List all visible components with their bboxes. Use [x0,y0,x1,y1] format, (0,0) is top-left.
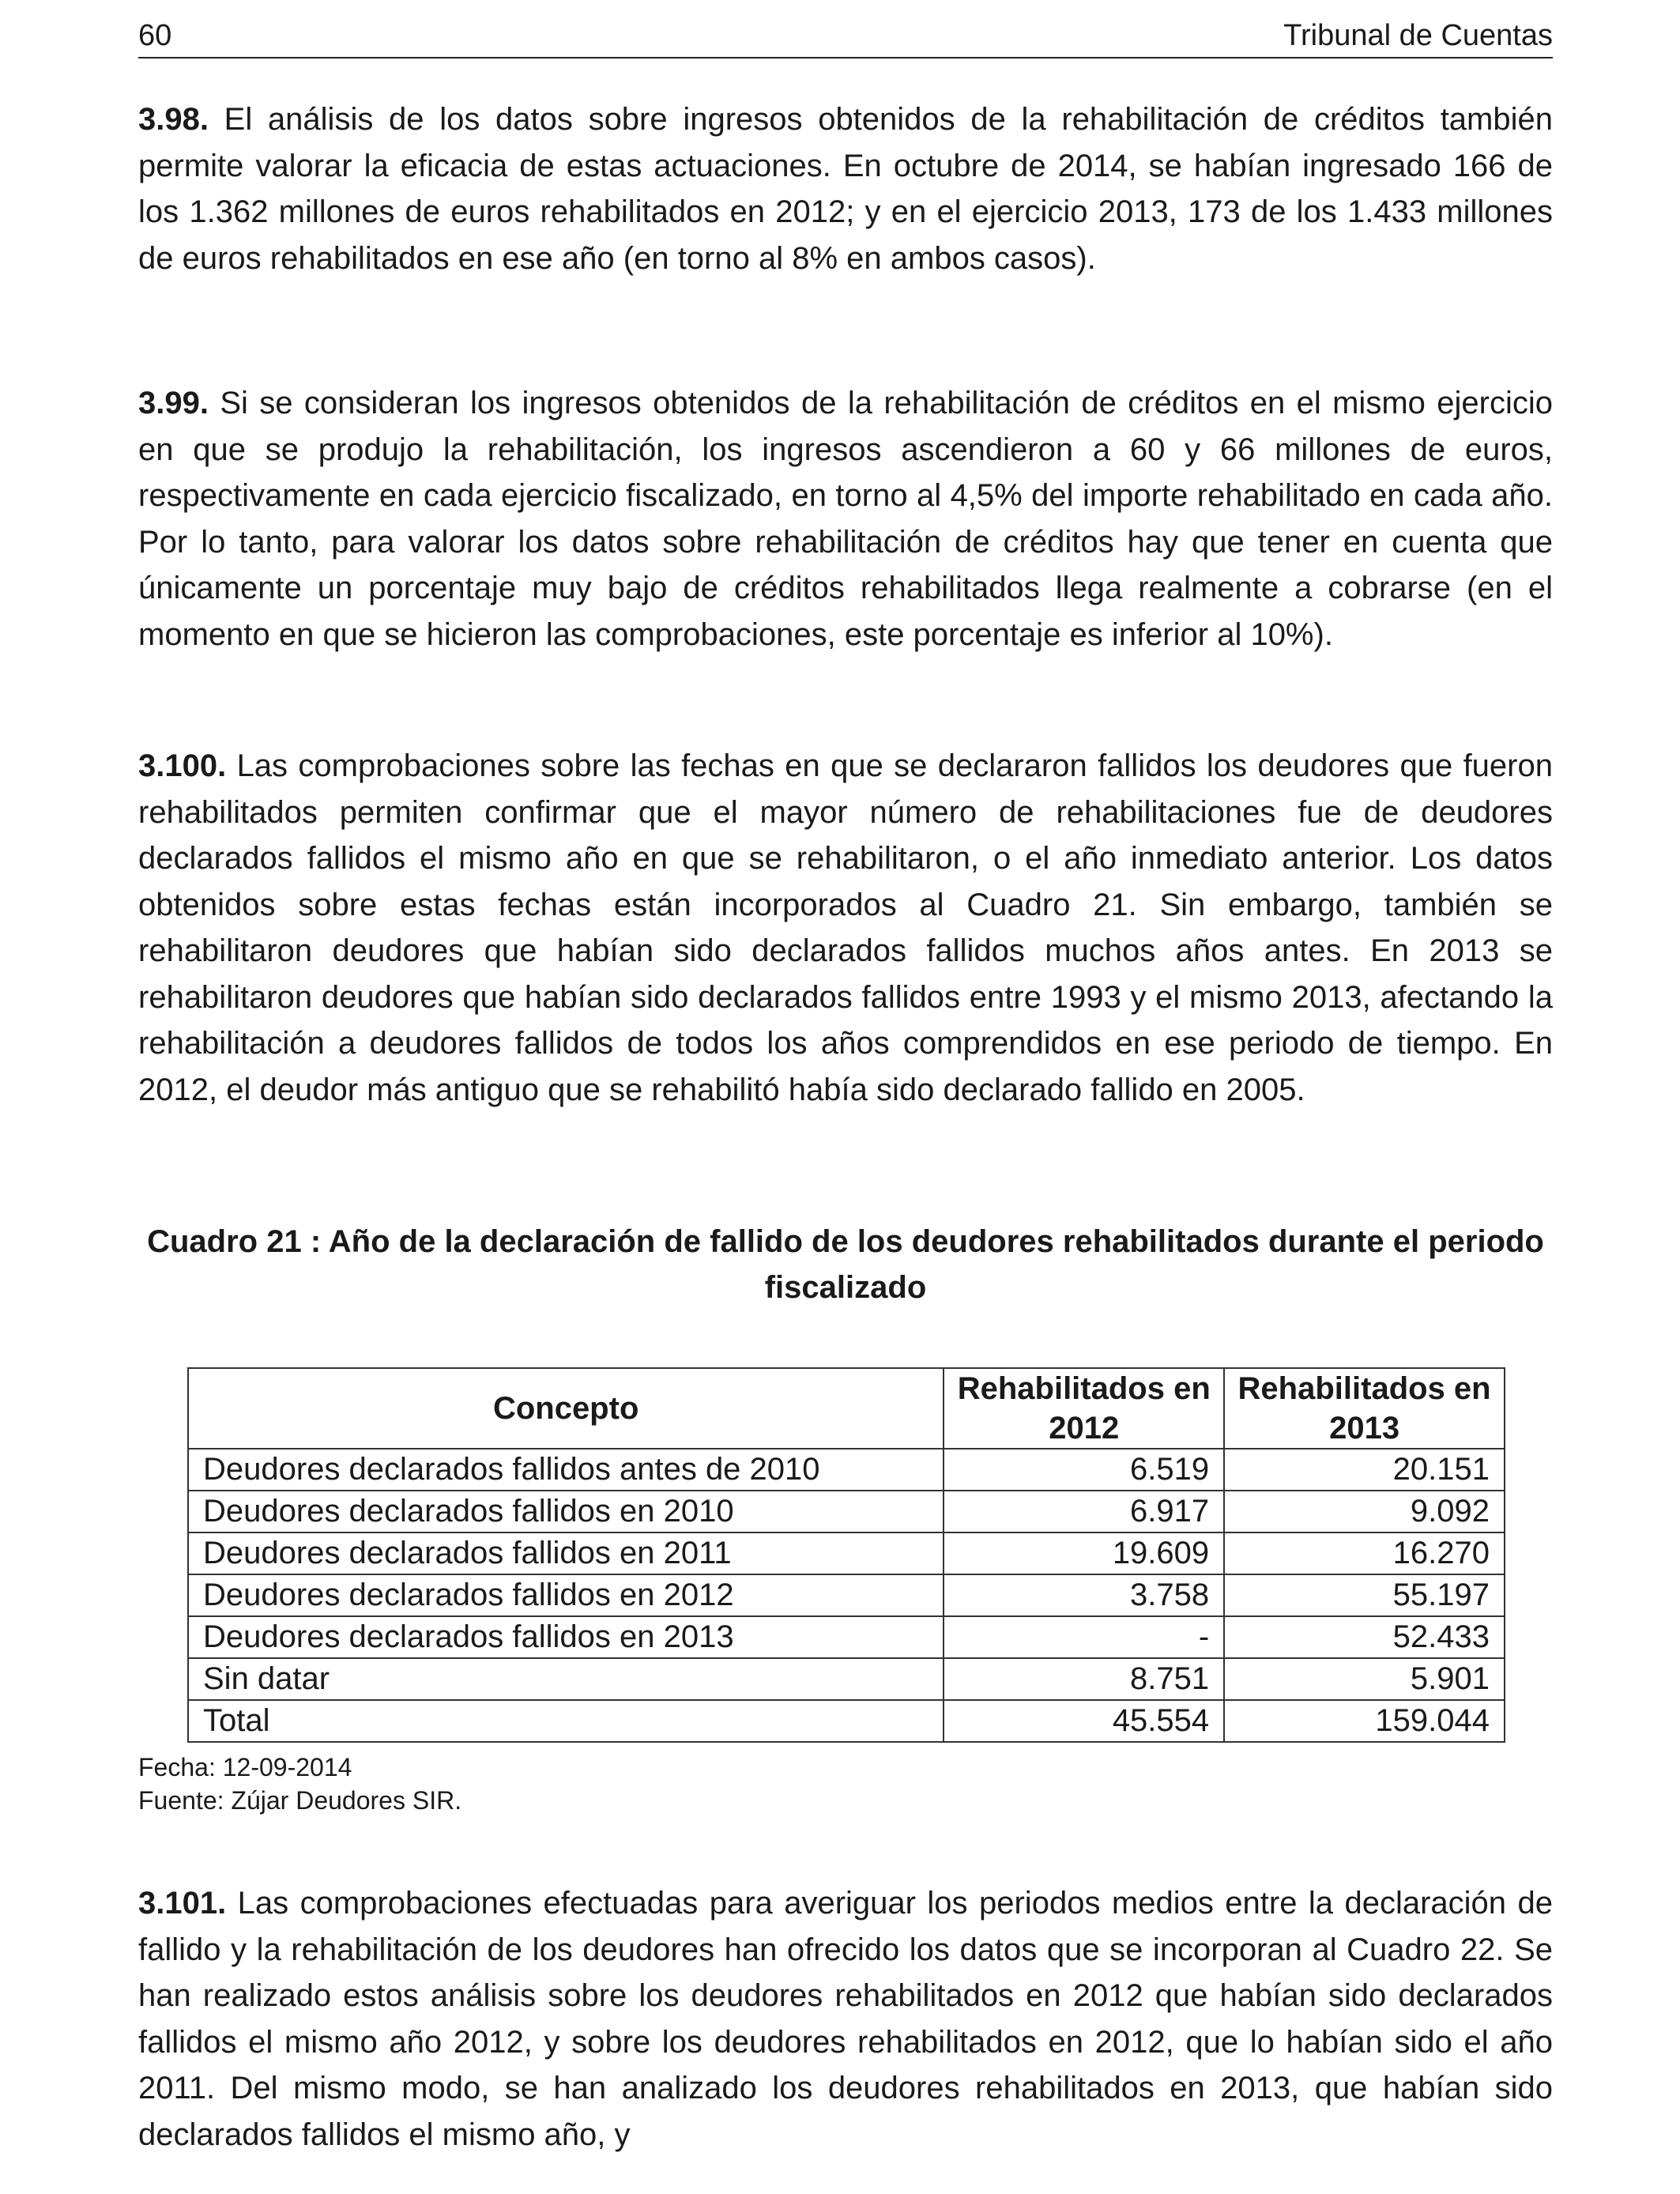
paragraph-3-99 [138,380,1553,658]
value-2012: 8.751 [944,1658,1224,1700]
value-2012: 3.758 [944,1574,1224,1616]
page-header [138,16,1553,58]
table-row [188,1491,1505,1532]
column-header-concepto: Concepto [188,1368,944,1449]
row-label: Deudores declarados fallidos en 2011 [188,1532,944,1574]
value-2013: 52.433 [1224,1616,1505,1658]
value-2012: 19.609 [944,1532,1224,1574]
row-label: Deudores declarados fallidos en 2012 [188,1574,944,1616]
paragraph-number: 3.99. [138,386,209,420]
value-2013: 16.270 [1224,1532,1505,1574]
value-2013: 55.197 [1224,1574,1505,1616]
value-2012: - [944,1616,1224,1658]
table-header-row [188,1368,1505,1449]
value-2013: 5.901 [1224,1658,1505,1700]
value-2013: 159.044 [1224,1700,1505,1742]
row-label: Deudores declarados fallidos en 2010 [188,1491,944,1532]
paragraph-3-101 [138,1880,1553,2158]
table-date-note: Fecha: 12-09-2014 [138,1753,352,1781]
value-2012: 6.917 [944,1491,1224,1532]
paragraph-text: Las comprobaciones efectuadas para averiguar los periodos medios entre la declaración de fallido y la rehabilitación de los deudores han ofrecido los datos que se incorporan al Cuadro 22. Se han realizado estos análisis sobre los deudores rehabilitados en 2012 que habían sido declarados fallidos el mismo año 2012, y sobre los deudores rehabilitados en 2012, que lo habían sido el año 2011. Del mismo modo, se han analizado los deudores rehabilitados en 2013, que habían sido declarados fallidos el mismo año, y [138,1886,1553,2152]
table-caption: Cuadro 21 : Año de la declaración de fallido de los deudores rehabilitados durante el periodo fiscalizado [147,1224,1544,1305]
paragraph-text: El análisis de los datos sobre ingresos obtenidos de la rehabilitación de créditos también permite valorar la eficacia de estas actuaciones. En octubre de 2014, se habían ingresado 166 de los 1.362 millones de euros rehabilitados en 2012; y en el ejercicio 2013, 173 de los 1.433 millones de euros rehabilitados en ese año (en torno al 8% en ambos casos). [138,102,1553,276]
table-row [188,1658,1505,1700]
table-row [188,1574,1505,1616]
table-row [188,1616,1505,1658]
row-label: Deudores declarados fallidos en 2013 [188,1616,944,1658]
paragraph-3-100 [138,743,1553,1113]
value-2012: 6.519 [944,1449,1224,1491]
column-header-2012: Rehabilitados en 2012 [944,1368,1224,1449]
table-row [188,1449,1505,1491]
value-2013: 9.092 [1224,1491,1505,1532]
row-label: Deudores declarados fallidos antes de 2010 [188,1449,944,1491]
cuadro-21-table [187,1367,1505,1743]
paragraph-3-98 [138,96,1553,281]
paragraph-number: 3.101. [138,1886,227,1921]
table-total-row [188,1700,1505,1742]
page-number: 60 [138,19,172,52]
value-2012: 45.554 [944,1700,1224,1742]
column-header-2013: Rehabilitados en 2013 [1224,1368,1505,1449]
paragraph-text: Si se consideran los ingresos obtenidos de la rehabilitación de créditos en el mismo ejercicio en que se produjo la rehabilitación, los ingresos ascendieron a 60 y 66 millones de euros, respectivamente en cada ejercicio fiscalizado, en torno al 4,5% del importe rehabilitado en cada año. Por lo tanto, para valorar los datos sobre rehabilitación de créditos hay que tener en cuenta que únicamente un porcentaje muy bajo de créditos rehabilitados llega realmente a cobrarse (en el momento en que se hicieron las comprobaciones, este porcentaje es inferior al 10%). [138,386,1553,652]
table-source-note: Fuente: Zújar Deudores SIR. [138,1786,462,1815]
document-page [138,0,1553,2194]
paragraph-number: 3.98. [138,102,209,137]
paragraph-text: Las comprobaciones sobre las fechas en que se declararon fallidos los deudores que fueron rehabilitados permiten confirmar que el mayor número de rehabilitaciones fue de deudores declarados fallidos el mismo año en que se rehabilitaron, o el año inmediato anterior. Los datos obtenidos sobre estas fechas están incorporados al Cuadro 21. Sin embargo, también se rehabilitaron deudores que habían sido declarados fallidos muchos años antes. En 2013 se rehabilitaron deudores que habían sido declarados fallidos entre 1993 y el mismo 2013, afectando la rehabilitación a deudores fallidos de todos los años comprendidos en ese periodo de tiempo. En 2012, el deudor más antiguo que se rehabilitó había sido declarado fallido en 2005. [138,748,1553,1107]
row-label: Sin datar [188,1658,944,1700]
paragraph-number: 3.100. [138,748,227,783]
table-row [188,1532,1505,1574]
value-2013: 20.151 [1224,1449,1505,1491]
organization-name: Tribunal de Cuentas [1283,19,1553,52]
row-label: Total [188,1700,944,1742]
